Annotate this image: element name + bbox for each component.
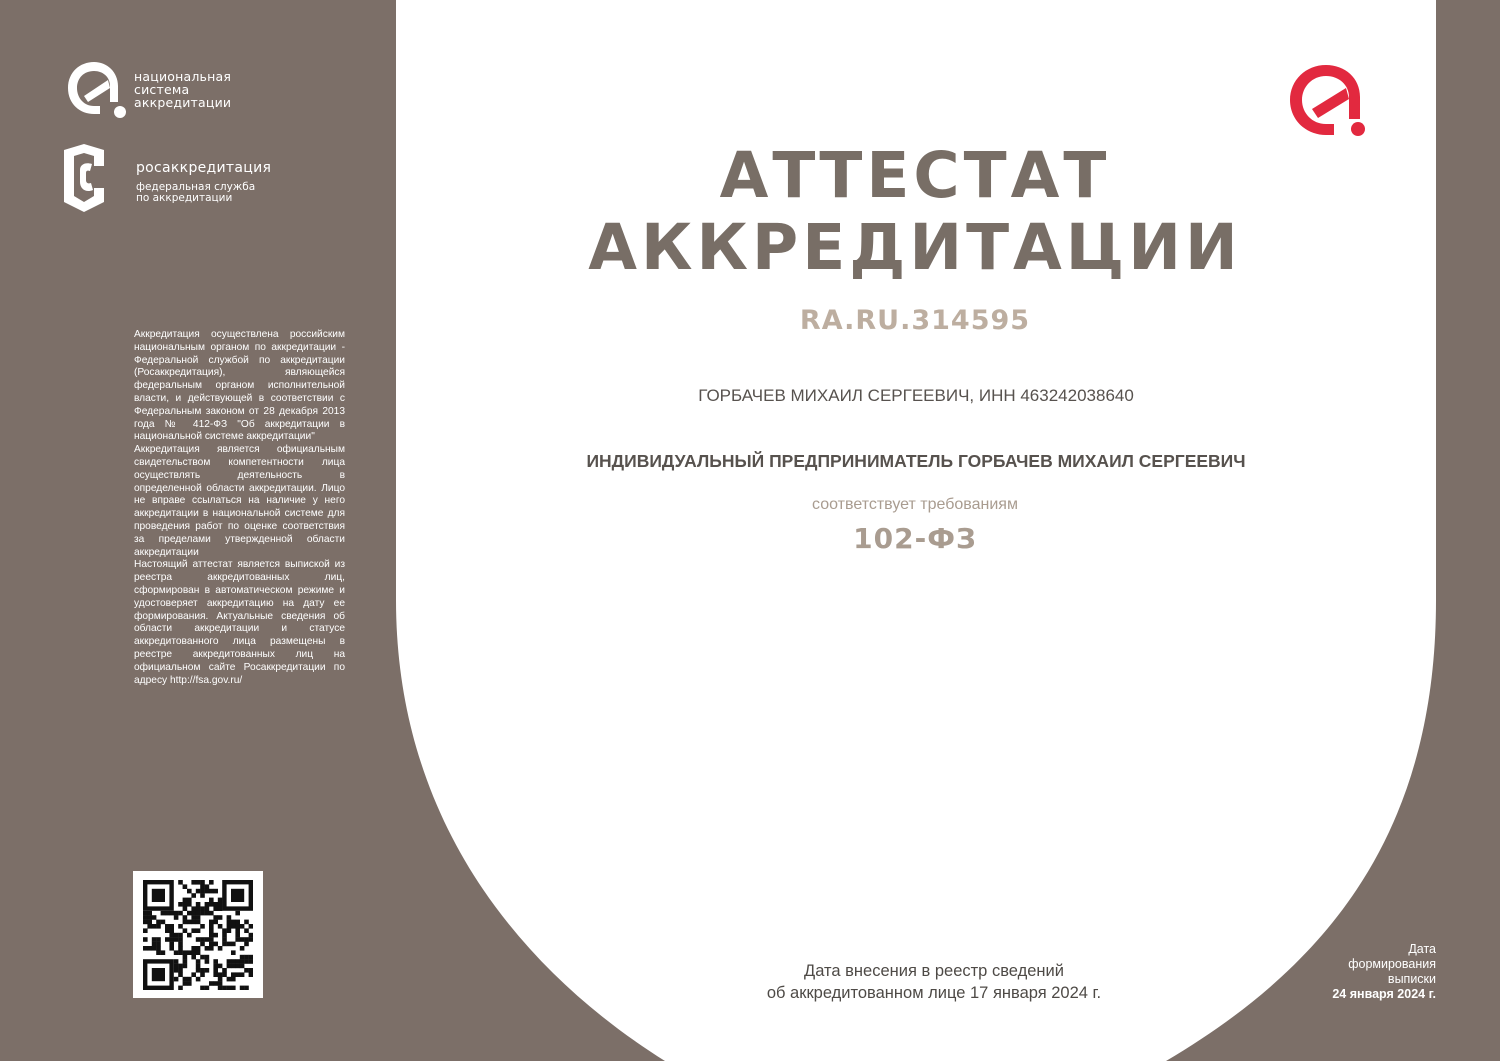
accreditation-legal-text [134, 329, 345, 687]
nsa-logo-line1: национальная [134, 68, 232, 84]
entity-name: ИНДИВИДУАЛЬНЫЙ ПРЕДПРИНИМАТЕЛЬ ГОРБАЧЕВ МИХАИЛ СЕРГЕЕВИЧ [586, 451, 1246, 471]
extract-date-line1: Дата [1408, 942, 1436, 956]
registry-date-line1: Дата внесения в реестр сведений [804, 962, 1064, 980]
certificate-number: RA.RU.314595 [799, 305, 1031, 336]
person-name-inn: ГОРБАЧЕВ МИХАИЛ СЕРГЕЕВИЧ, ИНН 463242038640 [698, 386, 1134, 405]
certificate-title-line2: АККРЕДИТАЦИИ [588, 211, 1242, 284]
qr-code[interactable] [133, 871, 263, 998]
extract-date [1300, 942, 1436, 1002]
extract-date-line3: выписки [1387, 972, 1436, 986]
rosaccreditation-logo [60, 144, 271, 212]
registry-date [700, 960, 1168, 1004]
legal-paragraph-1: Аккредитация осуществлена российским национальным органом по аккредитации - Федеральной службой по аккредитации (Росаккредитация), являющейся федеральным органом исполнительной власти, и действующей в соответствии с Федеральным законом от 28 декабря 2013 года № 412-ФЗ "Об аккредитации в национальной системе аккредитации" [134, 329, 345, 443]
extract-date-line2: формирования [1348, 957, 1436, 971]
registry-date-line2: об аккредитованном лице 17 января 2024 г. [766, 984, 1102, 1002]
certificate-title-line1: АТТЕСТАТ [719, 139, 1111, 212]
certificate-title [580, 140, 1250, 284]
qr-code-icon [143, 880, 253, 990]
rosaccreditation-sub2: по аккредитации [136, 192, 233, 204]
accreditation-mark-icon [1288, 63, 1368, 137]
complies-text: соответствует требованиям [812, 496, 1018, 513]
law-reference: 102-ФЗ [853, 522, 977, 555]
nsa-logo-icon [60, 58, 128, 120]
legal-paragraph-2: Аккредитация является официальным свидетельством компетентности лица осуществлять деятельность в определенной области аккредитации. Лицо не вправе ссылаться на наличие у него аккредитации в национальной системе для проведения работ по оценке соответствия за пределами утвержденной области аккредитации [134, 444, 345, 558]
nsa-logo-line3: аккредитации [134, 94, 232, 110]
rosaccreditation-logo-icon [60, 144, 108, 212]
nsa-logo-line2: система [134, 81, 190, 97]
nsa-logo [60, 58, 231, 120]
rosaccreditation-title: росаккредитация [136, 160, 272, 176]
rosaccreditation-sub1: федеральная служба [136, 181, 256, 193]
extract-date-value: 24 января 2024 г. [1332, 987, 1436, 1001]
legal-paragraph-3: Настоящий аттестат является выпиской из реестра аккредитованных лиц, сформирован в автоматическом режиме и удостоверяет аккредитацию на дату ее формирования. Актуальные сведения об области аккредитации и статусе аккредитованного лица размещены в реестре аккредитованных лиц на официальном сайте Росаккредитации по адресу http://fsa.gov.ru/ [134, 559, 345, 686]
